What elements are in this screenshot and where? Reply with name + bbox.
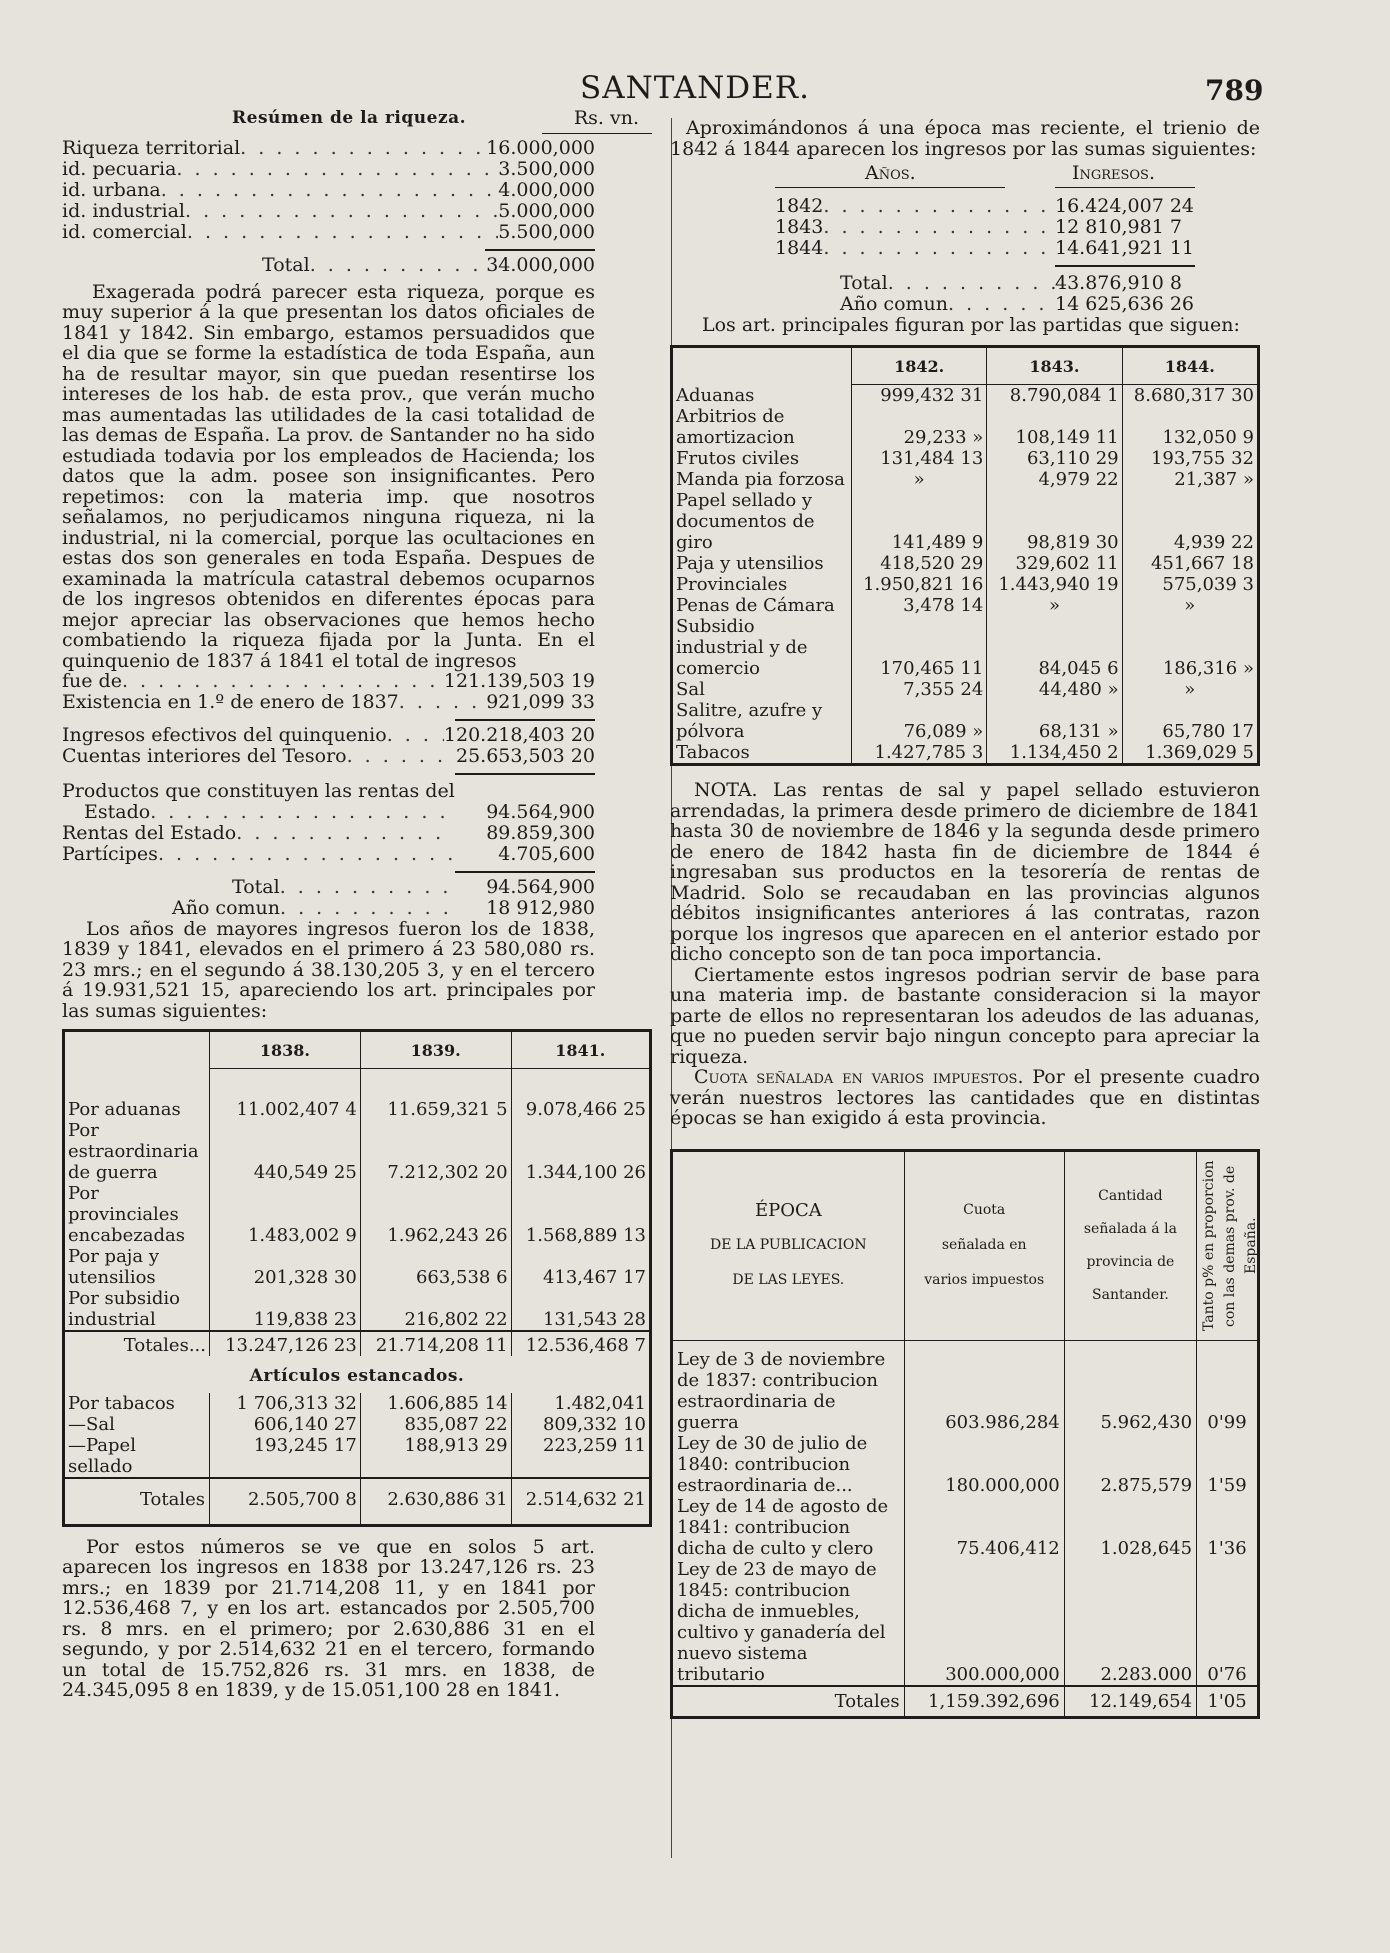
header-cuota: Cuota bbox=[963, 1202, 1006, 1218]
resumen-row: id. urbana . . . 4.000,000 bbox=[62, 180, 595, 201]
header-tanto: Tanto p% en proporcion con las demas prov. de España. bbox=[1201, 1160, 1260, 1331]
table-row: Frutos civiles 131,484 13 63,110 29 193,755 32 bbox=[672, 448, 1259, 469]
header-epoca-2: DE LA PUBLICACION bbox=[710, 1237, 867, 1253]
resumen-row: id. pecuaria . . . 3.500,000 bbox=[62, 159, 595, 180]
paragraph-ingresos-base: Ciertamente estos ingresos podrian servir de base para una materia imp. de bastante consideracion si la mayor parte de ellos no representaran los adeudos de las aduanas, que no pueden servir bajo ningun concepto para apreciar la riqueza. bbox=[670, 963, 1260, 1068]
totals-row: Totales... 13.247,126 23 21.714,208 11 12.536,468 7 bbox=[64, 1331, 651, 1356]
cuota-table bbox=[670, 1149, 1260, 1719]
paragraph-riqueza: Exagerada podrá parecer esta riqueza, porque es muy superior á la que presentan los datos oficiales de 1841 y 1842. Sin embargo, estamos persuadidos que el dia que se forme la estadística de toda España, aun ha de resultar mayor, sin que puedan resentirse los intereses de los hab. de esta prov., que verán mucho mas aumentadas las utilidades de la casi totalidad de las demas de España. La prov. de Santander no ha sido estudiada todavia por los empleados de Hacienda; los datos que la adm. posee son insignificantes. Pero repetimos: con la materia imp. que nosotros señalamos, no perjudicamos ninguna riqueza, ni la industrial, ni la comercial, porque las ocultaciones en estas dos son generales en toda España. Despues de examinada la matrícula catastral debemos ocuparnos de los ingresos obtenidos en diferentes épocas para mejor apreciar las observaciones que hemos hecho combatiendo la riqueza fijada por la Junta. En el quinquenio de 1837 á 1841 el total de ingresos bbox=[62, 280, 595, 672]
table-row: Tabacos 1.427,785 3 1.134,450 2 1.369,029 5 bbox=[672, 742, 1259, 765]
productos-row: Partícipes . . . 4.705,600 bbox=[62, 844, 595, 865]
paragraph-trienio: Aproximándonos á una época mas reciente, el trienio de 1842 á 1844 aparecen los ingresos por las sumas siguientes: bbox=[670, 117, 1260, 160]
page-header bbox=[0, 70, 1390, 110]
trienio-total: Total . . . 43.876,910 8 bbox=[775, 273, 1195, 294]
resumen-unit: Rs. vn. bbox=[573, 107, 639, 129]
table-row: Por aduanas 11.002,407 4 11.659,321 5 9.078,466 25 bbox=[64, 1099, 651, 1120]
table-row: —Papel sellado 193,245 17 188,913 29 223,259 11 bbox=[64, 1435, 651, 1478]
nota-label: NOTA. bbox=[694, 779, 758, 801]
trienio-row: 1843 . . . 12 810,981 7 bbox=[775, 217, 1195, 238]
page-number: 789 bbox=[1205, 74, 1264, 107]
ingresos-fue: fue de . . . 121.139,503 19 bbox=[62, 671, 595, 692]
year-header: 1838. bbox=[210, 1031, 361, 1069]
cuota-paragraph bbox=[670, 1067, 1260, 1129]
left-column bbox=[62, 108, 657, 1701]
productos-title: Productos que constituyen las rentas del bbox=[62, 780, 455, 802]
trienio-comun: Año comun . . . 14 625,636 26 bbox=[775, 294, 1195, 315]
header-epoca-3: DE LAS LEYES. bbox=[732, 1272, 845, 1288]
resumen-row: Riqueza territorial . . . 16.000,000 bbox=[62, 138, 595, 159]
year-header: 1844. bbox=[1122, 347, 1258, 385]
header-cuota-2: señalada en bbox=[941, 1237, 1027, 1253]
nota-text: Las rentas de sal y papel sellado estuvieron arrendadas, la primera desde primero de diciembre de 1841 hasta 30 de noviembre de 1846 y la segunda desde primero de enero de 1842 hasta fin de diciembre de 1844 é ingresaban sus productos en la tesorería de rentas de Madrid. Solo se recaudaban en las provincias algunos débitos insignificantes anteriores á las contratas, razon porque los ingresos que aparecen en el anterior estado por dicho concepto son de tan poca importancia. bbox=[670, 779, 1261, 965]
productos-row: Estado . . . 94.564,900 bbox=[62, 802, 595, 823]
year-header: 1841. bbox=[511, 1031, 650, 1069]
estancados-title: Artículos estancados. bbox=[249, 1365, 465, 1386]
right-column bbox=[670, 118, 1260, 1719]
ingresos-efectivos: Ingresos efectivos del quinquenio . . . 120.218,403 20 bbox=[62, 725, 595, 746]
productos-row: Rentas del Estado . . . 89.859,300 bbox=[62, 823, 595, 844]
table-header-row bbox=[672, 347, 1259, 385]
year-header: 1839. bbox=[360, 1031, 511, 1069]
resumen-total: Total . . . 34.000,000 bbox=[62, 255, 595, 276]
partidas-table bbox=[670, 345, 1260, 766]
table-row: Ley de 30 de julio de 1840: contribucion estraordinaria de... 180.000,000 2.875,579 1'59 bbox=[672, 1433, 1259, 1496]
resumen-title: Resúmen de la riqueza. bbox=[232, 108, 467, 128]
header-cantidad-4: Santander. bbox=[1092, 1286, 1169, 1303]
table-row: Por provinciales encabezadas 1.483,002 9 1.962,243 26 1.568,889 13 bbox=[64, 1183, 651, 1246]
table-row: Provinciales 1.950,821 16 1.443,940 19 575,039 3 bbox=[672, 574, 1259, 595]
paragraph-conclusion: Por estos números se ve que en solos 5 art. aparecen los ingresos en 1838 por 13.247,126 rs. 23 mrs.; en 1839 por 21.714,208 11, y en 1841 por 12.536,468 7, y en los art. estancados por 2.505,700 rs. 8 mrs. en el primero; por 2.630,886 31 en el segundo, y por 2.514,632 21 en el tercero, formando un total de 15.752,826 rs. 31 mrs. en 1838, de 24.345,095 8 en 1839, y de 15.051,100 28 en 1841. bbox=[62, 1535, 595, 1701]
trienio-row: 1844 . . . 14.641,921 11 bbox=[775, 238, 1195, 259]
table-row: Ley de 3 de noviembre de 1837: contribucion estraordinaria de guerra 603.986,284 5.962,430 0'99 bbox=[672, 1340, 1259, 1433]
table-row: Subsidio industrial y de comercio 170,465 11 84,045 6 186,316 » bbox=[672, 616, 1259, 679]
table-row: Papel sellado y documentos de giro 141,489 9 98,819 30 4,939 22 bbox=[672, 490, 1259, 553]
paragraph-partidas: Los art. principales figuran por las partidas que siguen: bbox=[702, 313, 1240, 336]
page-title: SANTANDER. bbox=[580, 70, 810, 106]
productos-comun: Año comun . . . 18 912,980 bbox=[62, 898, 595, 919]
year-header: 1843. bbox=[987, 347, 1122, 385]
table-row: Sal 7,355 24 44,480 » » bbox=[672, 679, 1259, 700]
table-row: Ley de 23 de mayo de 1845: contribucion dicha de inmuebles, cultivo y ganadería del nuevo sistema tributario 300.000,000 2.283.000 0'76 bbox=[672, 1559, 1259, 1686]
table-header-row bbox=[64, 1031, 651, 1069]
productos-total: Total . . . 94.564,900 bbox=[62, 877, 595, 898]
table-row: Por paja y utensilios 201,328 30 663,538 6 413,467 17 bbox=[64, 1246, 651, 1288]
cuota-text: Por el presente cuadro verán nuestros lectores las cantidades que en distintas épocas se han exigido á esta provincia. bbox=[670, 1066, 1260, 1129]
trienio-row: 1842 . . . 16.424,007 24 bbox=[775, 196, 1195, 217]
ingresos-existencia: Existencia en 1.º de enero de 1837 . . . 921,099 33 bbox=[62, 692, 595, 713]
table-row: Salitre, azufre y pólvora 76,089 » 68,131 » 65,780 17 bbox=[672, 700, 1259, 742]
ingresos-table bbox=[62, 1029, 652, 1527]
table-row: Aduanas 999,432 31 8.790,084 1 8.680,317 30 bbox=[672, 385, 1259, 407]
col-ingresos-header: Ingresos. bbox=[1071, 162, 1155, 184]
table-header-row bbox=[672, 1150, 1259, 1340]
resumen-table bbox=[62, 138, 657, 276]
resumen-row: id. industrial . . . 5.000,000 bbox=[62, 201, 595, 222]
header-epoca: ÉPOCA bbox=[754, 1200, 822, 1221]
cuota-heading: Cuota señalada en varios impuestos. bbox=[694, 1066, 1024, 1088]
header-cuota-3: varios impuestos bbox=[924, 1272, 1045, 1288]
year-header: 1842. bbox=[852, 347, 987, 385]
table-row: —Sal 606,140 27 835,087 22 809,332 10 bbox=[64, 1414, 651, 1435]
table-row: Por estraordinaria de guerra 440,549 25 7.212,302 20 1.344,100 26 bbox=[64, 1120, 651, 1183]
header-cantidad-2: señalada á la bbox=[1083, 1220, 1177, 1237]
header-cantidad: Cantidad bbox=[1098, 1187, 1163, 1204]
table-row: Por subsidio industrial 119,838 23 216,802 22 131,543 28 bbox=[64, 1288, 651, 1331]
table-row: Paja y utensilios 418,520 29 329,602 11 451,667 18 bbox=[672, 553, 1259, 574]
nota-paragraph bbox=[670, 780, 1260, 965]
table-row: Ley de 14 de agosto de 1841: contribucion dicha de culto y clero 75.406,412 1.028,645 1'36 bbox=[672, 1496, 1259, 1559]
paragraph-anos: Los años de mayores ingresos fueron los de 1838, 1839 y 1841, elevados en el primero á 23 580,080 rs. 23 mrs.; en el segundo á 38.130,205 3, y en el tercero á 19.931,521 15, apareciendo los art. principales por las sumas siguientes: bbox=[62, 917, 595, 1022]
totals-row: Totales 1,159.392,696 12.149,654 1'05 bbox=[672, 1686, 1259, 1718]
resumen-row: id. comercial . . . 5.500,000 bbox=[62, 222, 595, 243]
col-anos-header: Años. bbox=[865, 162, 916, 184]
table-row: Por tabacos 1 706,313 32 1.606,885 14 1.482,041 bbox=[64, 1393, 651, 1414]
totals-row: Totales 2.505,700 8 2.630,886 31 2.514,632 21 bbox=[64, 1478, 651, 1526]
table-row: Arbitrios de amortizacion 29,233 » 108,149 11 132,050 9 bbox=[672, 406, 1259, 448]
cuentas-interiores: Cuentas interiores del Tesoro . . . 25.653,503 20 bbox=[62, 746, 595, 767]
header-cantidad-3: provincia de bbox=[1086, 1253, 1175, 1270]
table-row: Manda pia forzosa » 4,979 22 21,387 » bbox=[672, 469, 1259, 490]
table-row: Penas de Cámara 3,478 14 » » bbox=[672, 595, 1259, 616]
